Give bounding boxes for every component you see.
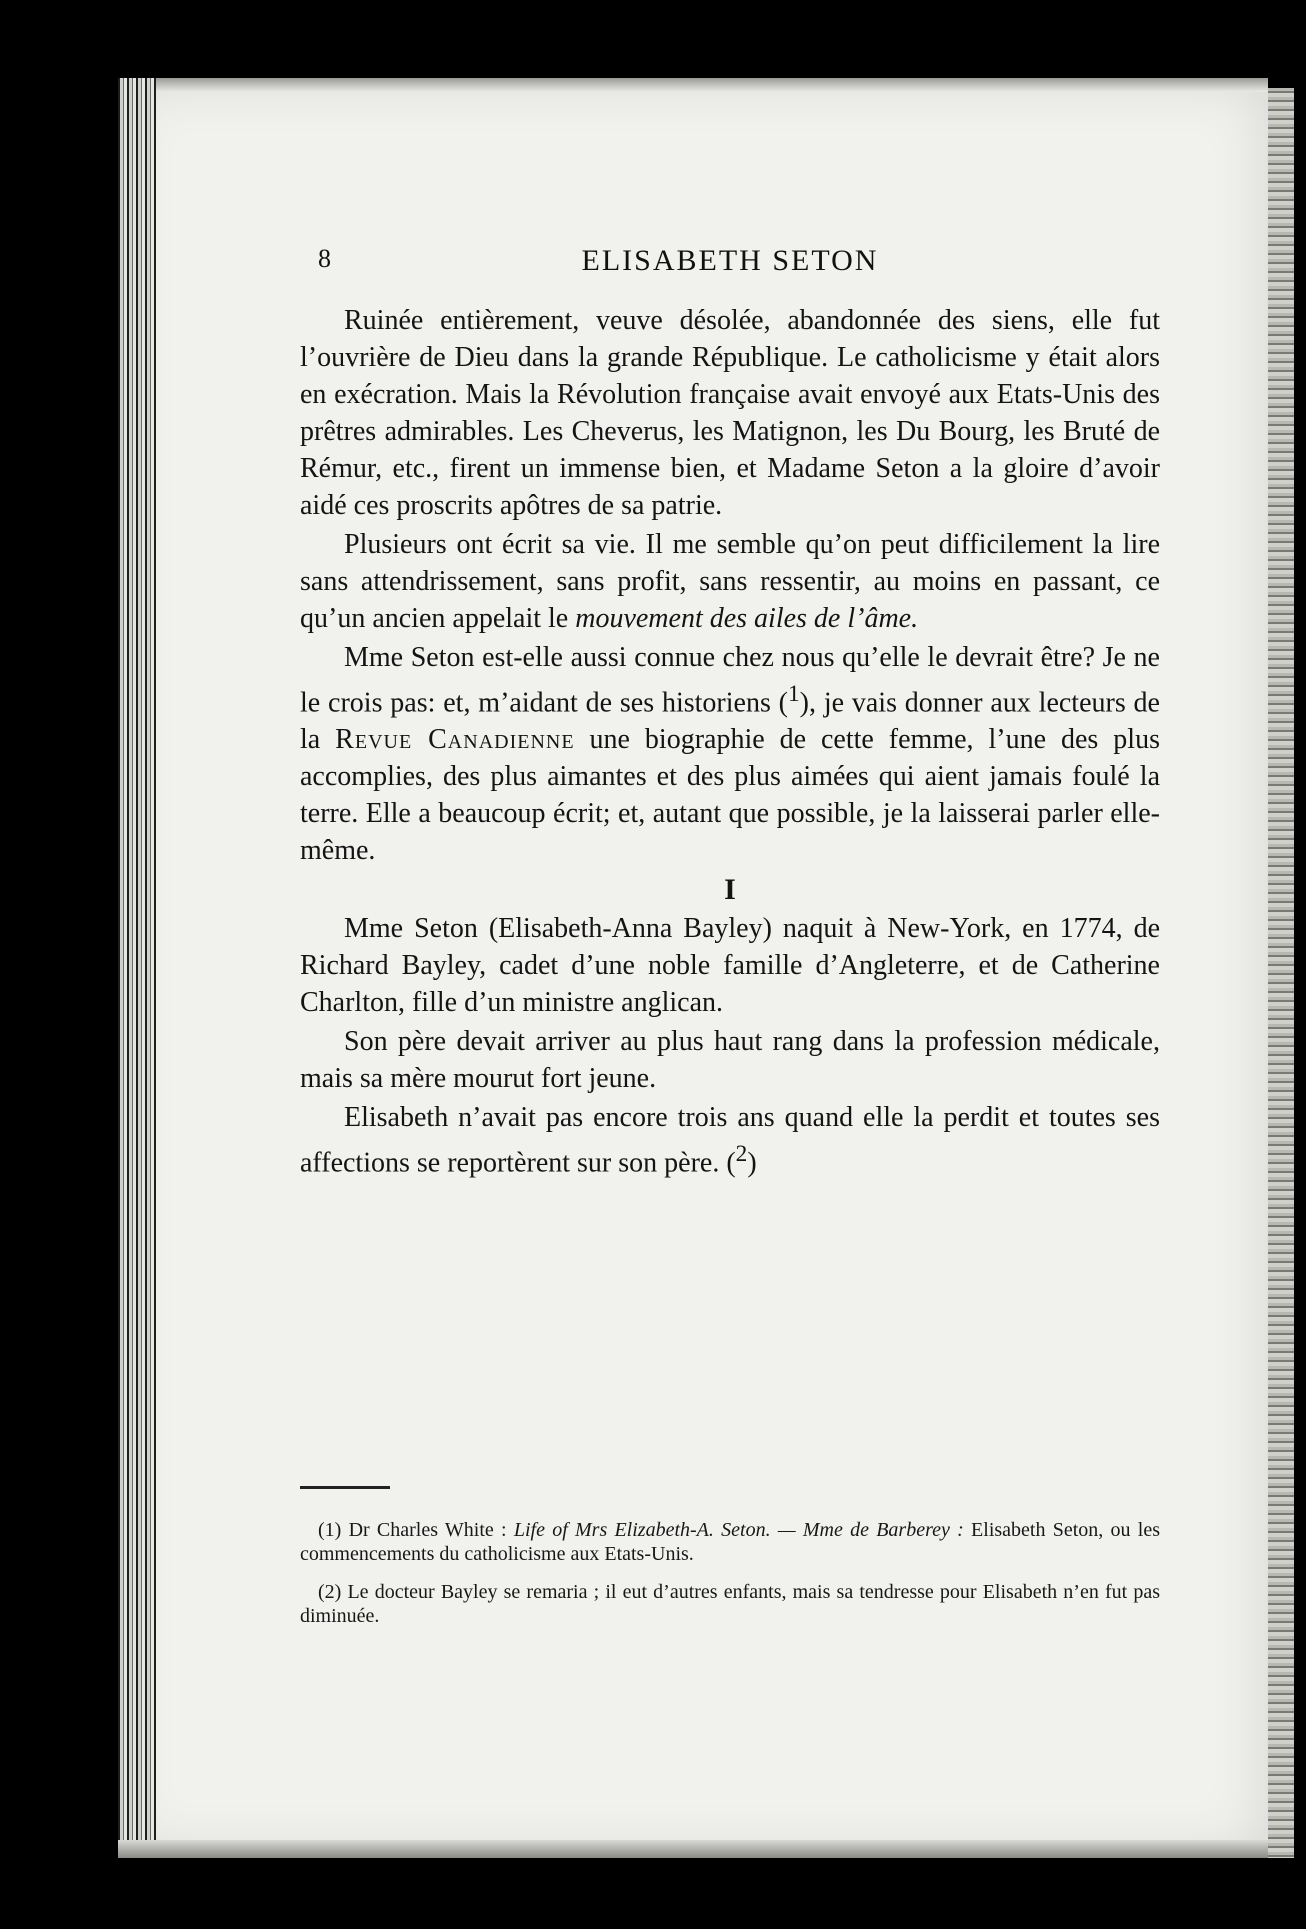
footnote-ref-2: 2	[735, 1141, 748, 1168]
footnote-ref-1: 1	[788, 681, 800, 707]
body-text	[300, 302, 1160, 1184]
footnotes	[300, 1518, 1160, 1642]
page-number: 8	[318, 244, 331, 273]
page-top-edge	[118, 78, 1268, 92]
footnote-2: (2) Le docteur Bayley se remaria ; il eut d’autres enfants, mais sa tendresse pour Elisabeth n’en fut pas diminuée.	[300, 1581, 1160, 1627]
book-binding-gutter	[118, 78, 156, 1858]
paragraph-3-text-c: une biographie de cette femme, l’une des plus accomplies, des plus aimantes et des plus aimées qui aient jamais foulé la terre. Elle a beaucoup écrit; et, autant que possible, je la laisserai parler elle-même.	[300, 724, 1160, 867]
paragraph-1: Ruinée entièrement, veuve désolée, abandonnée des siens, elle fut l’ouvrière de Dieu dans la grande République. Le catholicisme y était alors en exécration. Mais la Révolution française avait envoyé aux Etats-Unis des prêtres admirables. Les Cheverus, les Matignon, les Du Bourg, les Bruté de Rémur, etc., firent un immense bien, et Madame Seton a la gloire d’avoir aidé ces proscrits apôtres de sa patrie.	[300, 305, 1160, 521]
paragraph-6-text-b: )	[747, 1147, 757, 1179]
paragraph-2-text: Plusieurs ont écrit sa vie. Il me semble qu’on peut difficilement la lire sans attendrissement, sans profit, sans ressentir, au moins en passant, ce qu’un ancien appelait le	[300, 529, 1160, 634]
paragraph-2-italic: mouvement des ailes de l’âme.	[575, 603, 919, 634]
paragraph-3-text-a: Mme Seton est-elle aussi connue chez nous qu’elle le devrait être? Je ne le crois pas: et, m’aidant de ses historiens (	[300, 642, 1160, 719]
page-stack-edge	[1268, 88, 1294, 1858]
paragraph-4: Mme Seton (Elisabeth-Anna Bayley) naquit à New-York, en 1774, de Richard Bayley, cadet d’une noble famille d’Angleterre, et de Catherine Charlton, fille d’un ministre anglican.	[300, 913, 1160, 1019]
running-head: ELISABETH SETON	[581, 244, 879, 277]
footnote-1-italic: Life of Mrs Elizabeth-A. Seton. — Mme de Barberey :	[513, 1519, 964, 1541]
journal-name: Revue Canadienne	[335, 724, 575, 756]
footnote-1-text-a: (1) Dr Charles White :	[318, 1519, 514, 1541]
paragraph-5: Son père devait arriver au plus haut rang dans la profession médicale, mais sa mère mourut fort jeune.	[300, 1026, 1160, 1095]
paragraph-3-text-b: ), je vais donner aux lecteurs de la	[300, 687, 1160, 756]
paragraph-6	[300, 1099, 1160, 1181]
page-header	[300, 240, 1160, 280]
footnote-1	[300, 1518, 1160, 1566]
paragraph-2	[300, 526, 1160, 637]
footnote-1-text-b: Elisabeth Seton, ou les commencements du catholicisme aux Etats-Unis.	[300, 1519, 1160, 1565]
page-bottom-edge	[118, 1840, 1268, 1858]
footnote-divider	[300, 1486, 390, 1489]
section-numeral: I	[724, 873, 736, 907]
paragraph-3	[300, 639, 1160, 869]
paragraph-6-text-a: Elisabeth n’avait pas encore trois ans quand elle la perdit et toutes ses affections se reportèrent sur son père. (	[300, 1102, 1160, 1179]
